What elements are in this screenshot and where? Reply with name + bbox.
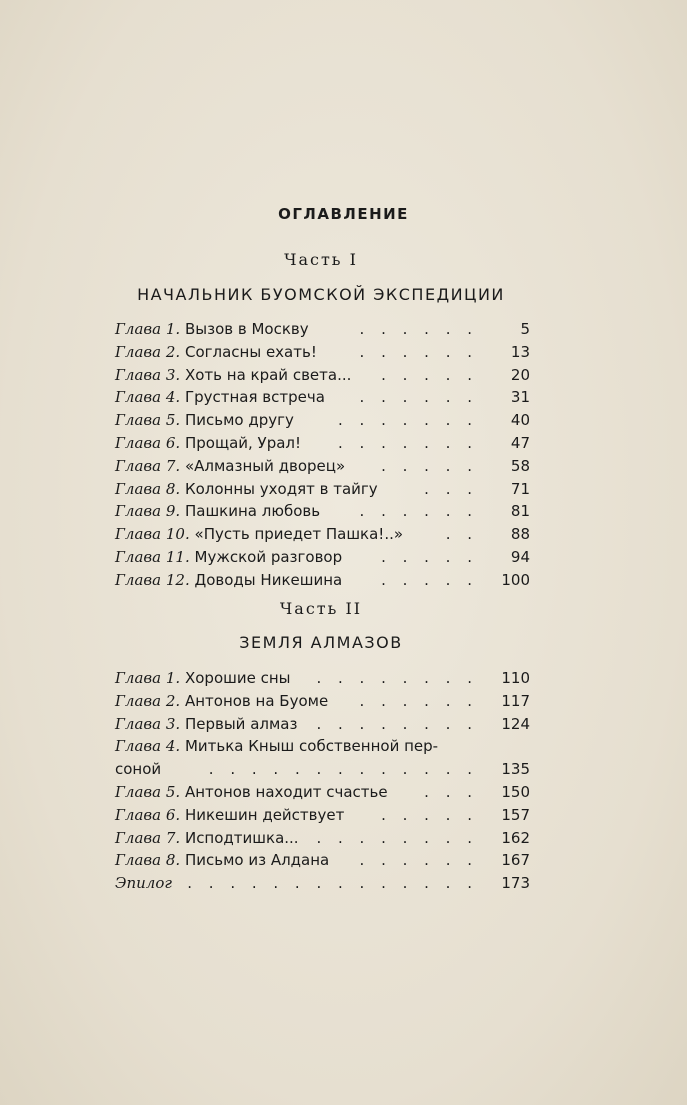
chapter-title: Хоть на край света... xyxy=(184,365,352,384)
toc-entry xyxy=(115,546,530,569)
chapter-label: Глава 9. xyxy=(115,502,181,521)
toc-entry xyxy=(115,341,530,364)
chapter-title: соной xyxy=(115,760,162,779)
leader-dots: . . . . . . . . xyxy=(316,714,478,733)
chapter-title: Хорошие сны xyxy=(184,669,291,687)
chapter-label: Глава 7. xyxy=(115,828,181,847)
chapter-label: Глава 11. xyxy=(115,547,190,566)
toc-entry xyxy=(115,735,530,758)
chapter-title: Исподтишка... xyxy=(184,828,299,847)
toc-entry xyxy=(115,432,530,455)
chapter-label: Глава 5. xyxy=(115,782,181,801)
page-number: 40 xyxy=(510,411,530,430)
chapter-title: Антонов на Буоме xyxy=(184,691,329,710)
chapter-label: Глава 1. xyxy=(115,669,181,687)
chapter-title: Никешин действует xyxy=(184,805,345,824)
leader-dots: . . . . . . . . xyxy=(316,828,478,847)
page-number: 5 xyxy=(520,320,530,338)
leader-dots: . . . . . . . . xyxy=(316,669,478,687)
contents-heading: ОГЛАВЛЕНИЕ xyxy=(278,205,409,223)
leader-dots: . . . . . . xyxy=(359,691,478,710)
toc-entry xyxy=(115,827,530,850)
chapter-title: Прощай, Урал! xyxy=(184,433,302,452)
page-number: 47 xyxy=(510,433,530,452)
leader-dots: . . . . . . xyxy=(359,320,478,338)
page-number: 117 xyxy=(501,691,530,710)
toc-entry xyxy=(115,386,530,409)
page-number: 162 xyxy=(501,828,530,847)
leader-dots: . . . . . xyxy=(381,570,478,589)
chapter-title: Письмо из Алдана xyxy=(184,851,330,870)
chapter-title: Антонов находит счастье xyxy=(184,782,388,801)
toc-entry xyxy=(115,758,530,781)
toc-entry xyxy=(115,500,530,523)
page-number: 13 xyxy=(510,342,530,361)
chapter-label: Глава 4. xyxy=(115,388,181,407)
leader-dots: . . . . . xyxy=(381,365,478,384)
chapter-label: Глава 1. xyxy=(115,320,181,338)
page-number: 157 xyxy=(501,805,530,824)
part-1-toc xyxy=(115,318,530,592)
leader-dots: . . . . . . . . . . . . . . xyxy=(187,874,478,893)
part-2-title: ЗЕМЛЯ АЛМАЗОВ xyxy=(239,633,403,652)
leader-dots: . . . . . . . . . . . . . xyxy=(208,760,478,779)
leader-dots: . . . . . . xyxy=(359,388,478,407)
toc-entry xyxy=(115,523,530,546)
leader-dots: . . . . . . . xyxy=(338,411,478,430)
toc-entry xyxy=(115,804,530,827)
page-number: 150 xyxy=(501,782,530,801)
page-number: 81 xyxy=(510,502,530,521)
toc-entry xyxy=(115,318,530,341)
chapter-label: Глава 8. xyxy=(115,851,181,870)
toc-entry xyxy=(115,409,530,432)
toc-entry xyxy=(115,569,530,592)
toc-entry xyxy=(115,713,530,736)
chapter-title: Митька Кныш собственной пер- xyxy=(184,737,439,756)
page-number: 31 xyxy=(510,388,530,407)
leader-dots: . . . . . xyxy=(381,805,478,824)
chapter-title: Письмо другу xyxy=(184,411,294,430)
toc-entry xyxy=(115,690,530,713)
toc-entry xyxy=(115,781,530,804)
chapter-label: Глава 4. xyxy=(115,737,181,756)
chapter-title: Пашкина любовь xyxy=(184,502,321,521)
toc-entry xyxy=(115,364,530,387)
page-number: 167 xyxy=(501,851,530,870)
leader-dots: . . . . . xyxy=(381,456,478,475)
page-number: 173 xyxy=(501,874,530,893)
leader-dots: . . . . . . xyxy=(359,342,478,361)
page-number: 110 xyxy=(501,669,530,687)
chapter-label: Глава 3. xyxy=(115,365,181,384)
leader-dots: . . . . . . . xyxy=(338,433,478,452)
page-number: 71 xyxy=(510,479,530,498)
chapter-label: Глава 6. xyxy=(115,433,181,452)
chapter-label: Глава 12. xyxy=(115,570,190,589)
chapter-title: «Алмазный дворец» xyxy=(184,456,346,475)
leader-dots: . . . xyxy=(424,479,478,498)
page-number: 58 xyxy=(510,456,530,475)
chapter-title: Грустная встреча xyxy=(184,388,325,407)
page-number: 135 xyxy=(501,760,530,779)
chapter-title: Мужской разговор xyxy=(194,547,343,566)
leader-dots: . . xyxy=(445,525,478,544)
toc-entry xyxy=(115,667,530,690)
chapter-title: Первый алмаз xyxy=(184,714,298,733)
page-number: 124 xyxy=(501,714,530,733)
chapter-title: «Пусть приедет Пашка!..» xyxy=(194,525,404,544)
toc-entry xyxy=(115,849,530,872)
leader-dots: . . . . . xyxy=(381,547,478,566)
chapter-title: Согласны ехать! xyxy=(184,342,317,361)
page-number: 94 xyxy=(510,547,530,566)
page-number: 100 xyxy=(501,570,530,589)
leader-dots: . . . xyxy=(424,782,478,801)
toc-entry xyxy=(115,455,530,478)
chapter-label: Глава 5. xyxy=(115,411,181,430)
chapter-title: Вызов в Москву xyxy=(184,320,309,338)
part-2-toc xyxy=(115,667,530,895)
part-1-label: Часть I xyxy=(284,250,358,269)
part-1-title: НАЧАЛЬНИК БУОМСКОЙ ЭКСПЕДИЦИИ xyxy=(137,285,505,304)
chapter-title: Колонны уходят в тайгу xyxy=(184,479,378,498)
toc-entry xyxy=(115,872,530,895)
leader-dots: . . . . . . xyxy=(359,502,478,521)
chapter-label: Глава 8. xyxy=(115,479,181,498)
chapter-label: Глава 6. xyxy=(115,805,181,824)
chapter-label: Глава 3. xyxy=(115,714,181,733)
chapter-label: Глава 10. xyxy=(115,525,190,544)
chapter-label: Глава 2. xyxy=(115,691,181,710)
chapter-label: Эпилог xyxy=(115,874,172,893)
chapter-label: Глава 7. xyxy=(115,456,181,475)
chapter-title: Доводы Никешина xyxy=(194,570,343,589)
page-number: 20 xyxy=(510,365,530,384)
part-2-label: Часть II xyxy=(279,599,363,618)
leader-dots: . . . . . . xyxy=(359,851,478,870)
chapter-label: Глава 2. xyxy=(115,342,181,361)
page-number: 88 xyxy=(510,525,530,544)
toc-entry xyxy=(115,478,530,501)
